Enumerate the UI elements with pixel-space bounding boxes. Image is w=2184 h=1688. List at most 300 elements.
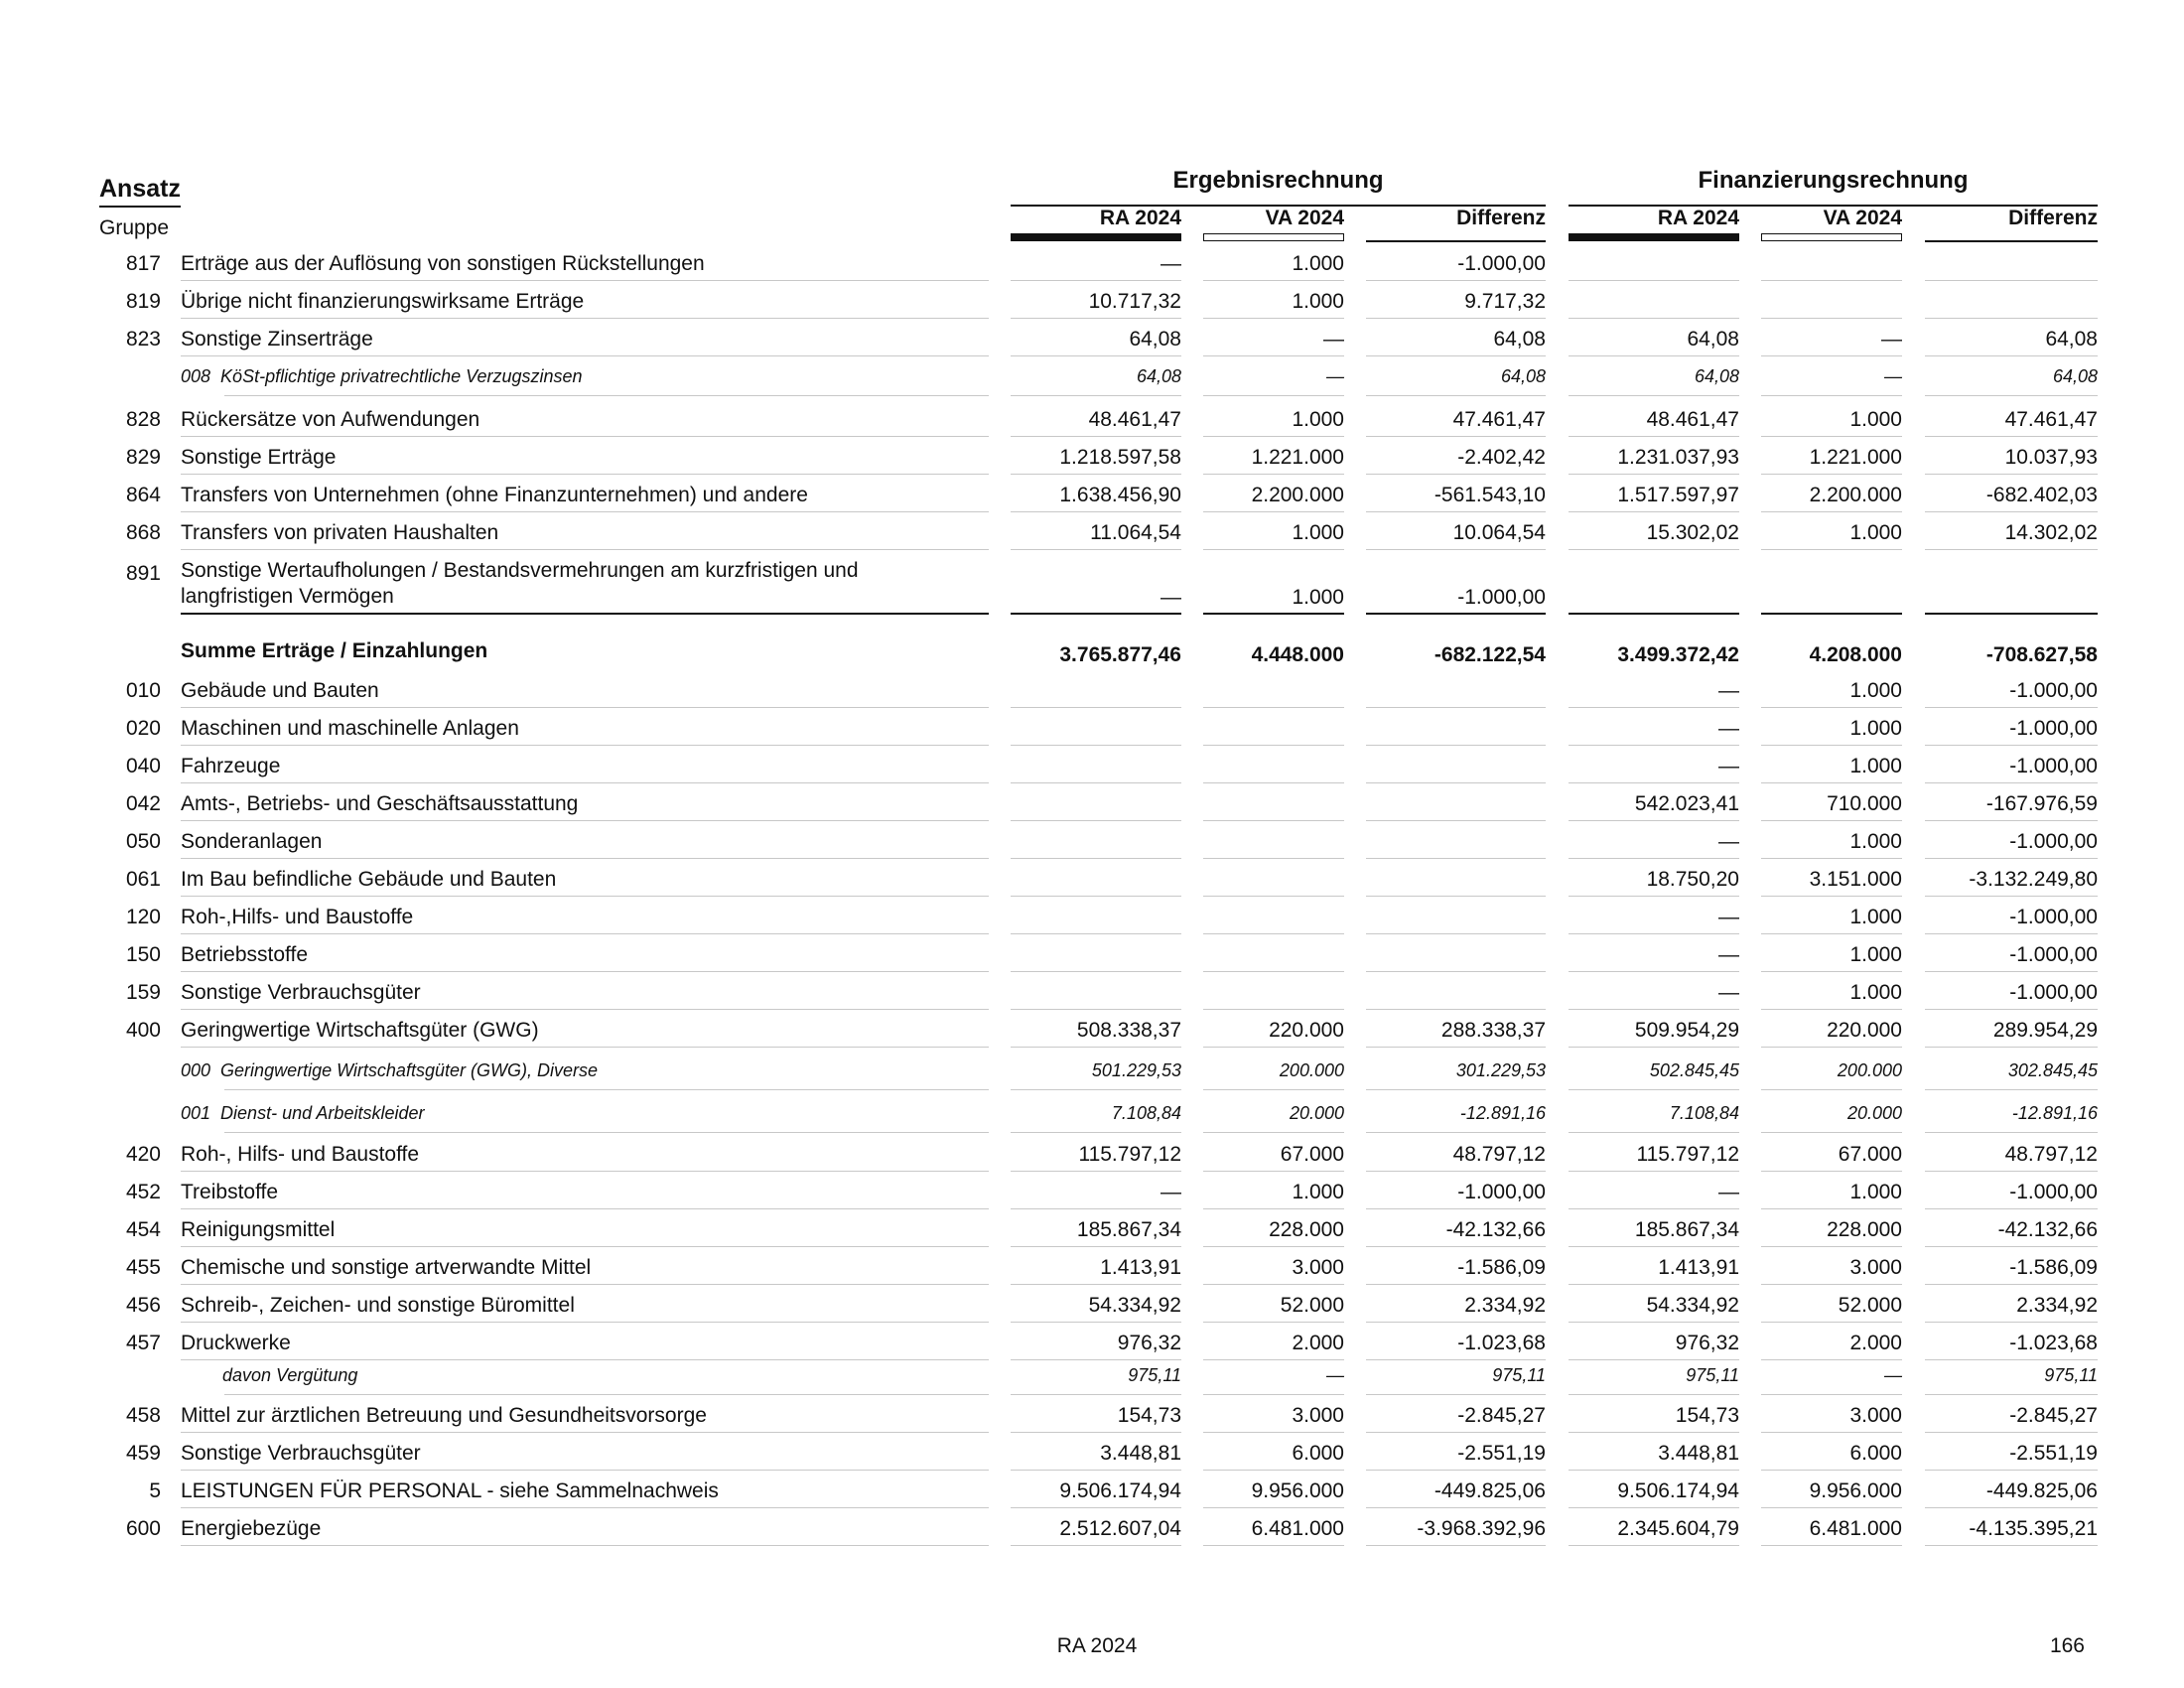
row-divider — [181, 1507, 989, 1508]
cell-divider — [1925, 355, 2098, 356]
cell-diff-finanz: -708.627,58 — [1985, 643, 2098, 666]
row-label: LEISTUNGEN FÜR PERSONAL - siehe Sammelnachweis — [181, 1479, 719, 1502]
cell-ra-finanz: 64,08 — [1694, 366, 1739, 386]
cell-divider — [1925, 280, 2098, 281]
cell-ra-finanz: 15.302,02 — [1646, 521, 1739, 544]
cell-divider — [1569, 280, 1739, 281]
cell-divider — [1011, 1507, 1181, 1508]
cell-ra-finanz: 185.867,34 — [1634, 1218, 1739, 1241]
cell-divider — [1761, 511, 1902, 512]
sub-row — [0, 1365, 2184, 1395]
cell-ra-ergebnis: 7.108,84 — [1111, 1103, 1181, 1123]
row-divider — [181, 1322, 989, 1323]
row-label: Energiebezüge — [181, 1517, 322, 1540]
cell-ra-ergebnis: 10.717,32 — [1088, 290, 1181, 313]
gruppe-code: 457 — [125, 1332, 161, 1354]
cell-divider — [1761, 1545, 1902, 1546]
cell-divider — [1203, 549, 1344, 550]
row-divider — [181, 820, 989, 821]
cell-divider — [1925, 318, 2098, 319]
cell-divider — [1925, 1545, 2098, 1546]
col-diff-finanz: Differenz — [2008, 207, 2098, 229]
row-label: Sonderanlagen — [181, 830, 323, 853]
cell-divider — [1203, 1246, 1344, 1247]
cell-ra-finanz: — — [1718, 1181, 1739, 1203]
row-divider — [181, 745, 989, 746]
cell-divider — [1925, 858, 2098, 859]
cell-diff-finanz: -1.000,00 — [2009, 981, 2098, 1004]
cell-va-finanz: 710.000 — [1827, 792, 1902, 815]
cell-divider — [1203, 1208, 1344, 1209]
cell-divider — [1011, 613, 1181, 615]
cell-diff-finanz: 975,11 — [2044, 1365, 2098, 1385]
cell-divider — [1366, 511, 1546, 512]
cell-diff-finanz: -1.000,00 — [2009, 679, 2098, 702]
gruppe-code: 891 — [125, 562, 161, 585]
table-row — [0, 750, 2184, 783]
cell-divider — [1203, 511, 1344, 512]
cell-divider — [1925, 1359, 2098, 1360]
ra-bar-finanz — [1569, 233, 1739, 241]
cell-divider — [1569, 1009, 1739, 1010]
cell-divider — [1569, 1246, 1739, 1247]
cell-diff-ergebnis: -1.023,68 — [1457, 1332, 1546, 1354]
cell-divider — [1203, 318, 1344, 319]
cell-ra-ergebnis: 1.638.456,90 — [1059, 484, 1181, 506]
cell-ra-ergebnis: 11.064,54 — [1090, 521, 1181, 544]
cell-divider — [1761, 820, 1902, 821]
gruppe-code: 456 — [125, 1294, 161, 1317]
table-row — [0, 674, 2184, 708]
cell-ra-ergebnis: 3.448,81 — [1100, 1442, 1181, 1465]
cell-divider — [1761, 280, 1902, 281]
sub-label: KöSt-pflichtige privatrechtliche Verzugszinsen — [220, 366, 583, 386]
cell-diff-ergebnis: -449.825,06 — [1433, 1479, 1546, 1502]
gruppe-code: 010 — [125, 679, 161, 702]
table-row — [0, 1327, 2184, 1360]
table-row — [0, 825, 2184, 859]
row-divider — [181, 1545, 989, 1546]
cell-divider — [1925, 896, 2098, 897]
table-row — [0, 1475, 2184, 1508]
sub-code: 008 — [181, 366, 211, 386]
va-bar-finanz — [1761, 233, 1902, 241]
cell-diff-ergebnis: -561.543,10 — [1433, 484, 1546, 506]
row-divider — [181, 355, 989, 356]
cell-divider — [1761, 318, 1902, 319]
cell-diff-finanz: 64,08 — [2052, 366, 2098, 386]
table-row — [0, 863, 2184, 897]
cell-divider — [1366, 436, 1546, 437]
cell-divider — [1761, 707, 1902, 708]
cell-divider — [1011, 1470, 1181, 1471]
table-row — [0, 403, 2184, 437]
cell-ra-ergebnis: 64,08 — [1136, 366, 1181, 386]
table-row — [0, 247, 2184, 281]
cell-divider — [1569, 1047, 1739, 1048]
row-divider — [181, 613, 989, 615]
cell-divider — [1203, 1507, 1344, 1508]
cell-diff-finanz: -167.976,59 — [1985, 792, 2098, 815]
row-divider — [181, 474, 989, 475]
cell-divider — [1761, 549, 1902, 550]
cell-divider — [1011, 1047, 1181, 1048]
row-label: Maschinen und maschinelle Anlagen — [181, 717, 519, 740]
cell-diff-ergebnis: -1.000,00 — [1457, 586, 1546, 609]
table-row — [0, 441, 2184, 475]
cell-diff-finanz: -1.023,68 — [2009, 1332, 2098, 1354]
cell-divider — [1761, 1470, 1902, 1471]
sum-row — [0, 635, 2184, 675]
cell-ra-finanz: 54.334,92 — [1646, 1294, 1739, 1317]
gruppe-code: 823 — [125, 328, 161, 351]
cell-diff-finanz: 64,08 — [2045, 328, 2098, 351]
cell-divider — [1925, 971, 2098, 972]
cell-va-ergebnis: 67.000 — [1280, 1143, 1344, 1166]
cell-divider — [1761, 613, 1902, 615]
gruppe-code: 150 — [125, 943, 161, 966]
row-divider — [181, 1246, 989, 1247]
cell-ra-finanz: 976,32 — [1675, 1332, 1739, 1354]
cell-va-ergebnis: 1.000 — [1292, 252, 1344, 275]
row-divider — [181, 436, 989, 437]
cell-va-finanz: 67.000 — [1838, 1143, 1902, 1166]
cell-divider — [1011, 1359, 1181, 1360]
cell-divider — [1011, 971, 1181, 972]
cell-divider — [1925, 1171, 2098, 1172]
ergebnisrechnung-title: Ergebnisrechnung — [1172, 167, 1384, 194]
cell-va-ergebnis: 6.481.000 — [1251, 1517, 1344, 1540]
col-ra-ergebnis: RA 2024 — [1099, 207, 1181, 229]
row-divider — [181, 1432, 989, 1433]
cell-ra-finanz: 509.954,29 — [1634, 1019, 1739, 1042]
cell-divider — [1203, 782, 1344, 783]
sub-code: 000 — [181, 1060, 211, 1080]
gruppe-code: 817 — [125, 252, 161, 275]
cell-divider — [1569, 1394, 1739, 1395]
row-label: Summe Erträge / Einzahlungen — [181, 639, 488, 662]
table-row — [0, 323, 2184, 356]
cell-divider — [1366, 549, 1546, 550]
cell-divider — [1569, 1507, 1739, 1508]
cell-divider — [1366, 820, 1546, 821]
cell-divider — [1569, 1432, 1739, 1433]
cell-divider — [1011, 1394, 1181, 1395]
cell-ra-ergebnis: 975,11 — [1128, 1365, 1181, 1385]
cell-divider — [1203, 613, 1344, 615]
cell-diff-ergebnis: 64,08 — [1493, 328, 1546, 351]
cell-divider — [1761, 1171, 1902, 1172]
cell-ra-finanz: 2.345.604,79 — [1617, 1517, 1739, 1540]
cell-ra-finanz: 18.750,20 — [1646, 868, 1739, 891]
gruppe-code: 458 — [125, 1404, 161, 1427]
cell-diff-finanz: -1.000,00 — [2009, 906, 2098, 928]
cell-ra-finanz: — — [1718, 943, 1739, 966]
row-label: davon Vergütung — [222, 1365, 358, 1385]
cell-divider — [1761, 395, 1902, 396]
table-row — [0, 1399, 2184, 1433]
cell-ra-finanz: 3.448,81 — [1658, 1442, 1739, 1465]
cell-divider — [1569, 1132, 1739, 1133]
cell-va-ergebnis: 6.000 — [1292, 1442, 1344, 1465]
table-row — [0, 1213, 2184, 1247]
cell-divider — [1761, 1322, 1902, 1323]
cell-divider — [1925, 707, 2098, 708]
cell-ra-finanz: 1.231.037,93 — [1617, 446, 1739, 469]
cell-divider — [1569, 436, 1739, 437]
cell-diff-ergebnis: 64,08 — [1500, 366, 1546, 386]
cell-divider — [1011, 280, 1181, 281]
row-label: Betriebsstoffe — [181, 943, 309, 966]
cell-divider — [1203, 1545, 1344, 1546]
table-row — [0, 787, 2184, 821]
cell-ra-ergebnis: 48.461,47 — [1088, 408, 1181, 431]
cell-diff-finanz: -12.891,16 — [2011, 1103, 2098, 1123]
cell-divider — [1761, 1132, 1902, 1133]
cell-va-finanz: 1.000 — [1849, 408, 1902, 431]
row-label: Roh-, Hilfs- und Baustoffe — [181, 1143, 420, 1166]
row-label-line1: Sonstige Wertaufholungen / Bestandsvermehrungen am kurzfristigen und — [181, 559, 859, 582]
row-divider — [181, 318, 989, 319]
cell-diff-ergebnis: -1.000,00 — [1457, 252, 1546, 275]
cell-diff-finanz: -1.586,09 — [2009, 1256, 2098, 1279]
table-row — [0, 516, 2184, 550]
cell-divider — [1366, 1545, 1546, 1546]
cell-divider — [1925, 1507, 2098, 1508]
cell-divider — [1925, 436, 2098, 437]
va-bar-ergebnis — [1203, 233, 1344, 241]
cell-diff-finanz: -3.132.249,80 — [1969, 868, 2098, 891]
cell-diff-finanz: 47.461,47 — [2004, 408, 2098, 431]
gruppe-code: 452 — [125, 1181, 161, 1203]
cell-divider — [1203, 355, 1344, 356]
gruppe-code: 600 — [125, 1517, 161, 1540]
cell-divider — [1366, 318, 1546, 319]
table-row — [0, 559, 2184, 615]
cell-va-finanz: 52.000 — [1838, 1294, 1902, 1317]
cell-divider — [1925, 613, 2098, 615]
cell-divider — [1203, 745, 1344, 746]
cell-va-finanz: 228.000 — [1827, 1218, 1902, 1241]
cell-divider — [1366, 395, 1546, 396]
cell-divider — [1011, 896, 1181, 897]
footer-doc-label: RA 2024 — [1056, 1634, 1138, 1657]
cell-divider — [1925, 820, 2098, 821]
cell-va-ergebnis: 1.000 — [1292, 408, 1344, 431]
cell-divider — [1203, 971, 1344, 972]
gruppe-code: 050 — [125, 830, 161, 853]
cell-diff-finanz: -2.551,19 — [2009, 1442, 2098, 1465]
cell-divider — [1925, 745, 2098, 746]
cell-divider — [1569, 1089, 1739, 1090]
cell-divider — [1203, 933, 1344, 934]
cell-va-finanz: 6.000 — [1849, 1442, 1902, 1465]
cell-ra-ergebnis: 501.229,53 — [1091, 1060, 1181, 1080]
cell-divider — [1011, 745, 1181, 746]
cell-ra-ergebnis: 1.413,91 — [1100, 1256, 1181, 1279]
cell-ra-ergebnis: — — [1160, 586, 1181, 609]
cell-divider — [1569, 896, 1739, 897]
cell-divider — [1366, 1394, 1546, 1395]
cell-divider — [1366, 280, 1546, 281]
cell-ra-finanz: 48.461,47 — [1646, 408, 1739, 431]
row-divider — [181, 1470, 989, 1471]
row-divider — [181, 1208, 989, 1209]
cell-divider — [1925, 1394, 2098, 1395]
cell-divider — [1925, 395, 2098, 396]
cell-diff-ergebnis: 48.797,12 — [1452, 1143, 1546, 1166]
cell-divider — [1366, 355, 1546, 356]
gruppe-code: 454 — [125, 1218, 161, 1241]
cell-diff-ergebnis: 47.461,47 — [1452, 408, 1546, 431]
ansatz-heading: Ansatz — [99, 175, 181, 208]
cell-va-finanz: 1.000 — [1849, 717, 1902, 740]
cell-divider — [1366, 707, 1546, 708]
gruppe-code: 459 — [125, 1442, 161, 1465]
cell-va-ergebnis: — — [1326, 366, 1344, 386]
cell-ra-finanz: — — [1718, 906, 1739, 928]
gruppe-code: 061 — [125, 868, 161, 891]
table-row — [0, 1138, 2184, 1172]
cell-va-ergebnis: 2.000 — [1292, 1332, 1344, 1354]
cell-diff-finanz: -1.000,00 — [2009, 717, 2098, 740]
cell-divider — [1366, 613, 1546, 615]
cell-divider — [1761, 1507, 1902, 1508]
row-label: Sonstige Verbrauchsgüter — [181, 981, 421, 1004]
cell-diff-ergebnis: -1.000,00 — [1457, 1181, 1546, 1203]
row-label: Druckwerke — [181, 1332, 291, 1354]
cell-va-ergebnis: 228.000 — [1269, 1218, 1344, 1241]
cell-divider — [1203, 395, 1344, 396]
cell-diff-finanz: -4.135.395,21 — [1969, 1517, 2098, 1540]
row-divider — [181, 280, 989, 281]
cell-va-finanz: 1.000 — [1849, 906, 1902, 928]
cell-divider — [1366, 1009, 1546, 1010]
cell-ra-finanz: 64,08 — [1687, 328, 1739, 351]
cell-divider — [1925, 1432, 2098, 1433]
row-label: Im Bau befindliche Gebäude und Bauten — [181, 868, 557, 891]
cell-va-ergebnis: 1.000 — [1292, 586, 1344, 609]
cell-divider — [1366, 971, 1546, 972]
cell-divider — [1011, 1208, 1181, 1209]
col-ra-finanz: RA 2024 — [1657, 207, 1739, 229]
cell-divider — [1011, 1246, 1181, 1247]
cell-divider — [1761, 1047, 1902, 1048]
gruppe-code: 819 — [125, 290, 161, 313]
cell-va-ergebnis: 1.000 — [1292, 290, 1344, 313]
cell-divider — [1366, 1322, 1546, 1323]
cell-va-finanz: 220.000 — [1827, 1019, 1902, 1042]
cell-va-finanz: 6.481.000 — [1809, 1517, 1902, 1540]
cell-divider — [1203, 820, 1344, 821]
cell-divider — [1011, 395, 1181, 396]
cell-divider — [1569, 1470, 1739, 1471]
row-label: Schreib-, Zeichen- und sonstige Büromittel — [181, 1294, 575, 1317]
cell-va-finanz: 3.151.000 — [1809, 868, 1902, 891]
cell-divider — [1925, 474, 2098, 475]
cell-divider — [1761, 355, 1902, 356]
table-row — [0, 285, 2184, 319]
cell-ra-finanz: 9.506.174,94 — [1617, 1479, 1739, 1502]
row-divider — [224, 1394, 989, 1395]
table-row — [0, 976, 2184, 1010]
gruppe-code: 864 — [125, 484, 161, 506]
cell-divider — [1569, 858, 1739, 859]
gruppe-code: 400 — [125, 1019, 161, 1042]
col-diff-ergebnis: Differenz — [1456, 207, 1546, 229]
cell-ra-ergebnis: 9.506.174,94 — [1059, 1479, 1181, 1502]
cell-divider — [1569, 1171, 1739, 1172]
cell-divider — [1925, 1047, 2098, 1048]
cell-divider — [1203, 436, 1344, 437]
cell-divider — [1011, 933, 1181, 934]
cell-divider — [1761, 1432, 1902, 1433]
cell-divider — [1569, 1208, 1739, 1209]
cell-divider — [1761, 474, 1902, 475]
row-label: Chemische und sonstige artverwandte Mittel — [181, 1256, 592, 1279]
cell-divider — [1011, 436, 1181, 437]
cell-divider — [1569, 355, 1739, 356]
row-divider — [181, 1047, 989, 1048]
cell-divider — [1761, 896, 1902, 897]
row-divider — [181, 1171, 989, 1172]
ra-bar-ergebnis — [1011, 233, 1181, 241]
cell-divider — [1569, 933, 1739, 934]
table-row — [0, 1176, 2184, 1209]
cell-diff-ergebnis: 9.717,32 — [1464, 290, 1546, 313]
cell-ra-ergebnis: 154,73 — [1117, 1404, 1181, 1427]
cell-va-finanz: — — [1884, 366, 1902, 386]
cell-divider — [1203, 1009, 1344, 1010]
cell-divider — [1203, 858, 1344, 859]
cell-divider — [1761, 1284, 1902, 1285]
cell-va-ergebnis: — — [1326, 1365, 1344, 1385]
row-label: Roh-,Hilfs- und Baustoffe — [181, 906, 414, 928]
cell-diff-finanz: 10.037,93 — [2004, 446, 2098, 469]
cell-diff-ergebnis: -2.845,27 — [1457, 1404, 1546, 1427]
gruppe-code: 042 — [125, 792, 161, 815]
cell-ra-finanz: — — [1718, 755, 1739, 777]
diff-bar-ergebnis — [1366, 240, 1546, 242]
cell-va-finanz: 200.000 — [1837, 1060, 1902, 1080]
cell-divider — [1366, 1470, 1546, 1471]
row-divider — [181, 1009, 989, 1010]
row-label — [181, 1101, 995, 1125]
cell-divider — [1366, 933, 1546, 934]
cell-divider — [1366, 745, 1546, 746]
cell-divider — [1569, 395, 1739, 396]
cell-divider — [1761, 1394, 1902, 1395]
table-row — [0, 1251, 2184, 1285]
cell-va-finanz: 2.000 — [1849, 1332, 1902, 1354]
cell-ra-finanz: 975,11 — [1686, 1365, 1739, 1385]
row-divider — [181, 971, 989, 972]
cell-va-finanz: — — [1884, 1365, 1902, 1385]
cell-divider — [1925, 1470, 2098, 1471]
cell-ra-finanz: 502.845,45 — [1649, 1060, 1739, 1080]
cell-diff-ergebnis: -682.122,54 — [1433, 643, 1546, 666]
cell-va-finanz: 4.208.000 — [1809, 643, 1902, 666]
row-label: Gebäude und Bauten — [181, 679, 379, 702]
cell-diff-ergebnis: -3.968.392,96 — [1417, 1517, 1546, 1540]
cell-ra-finanz: 7.108,84 — [1669, 1103, 1739, 1123]
row-label: Übrige nicht finanzierungswirksame Erträge — [181, 290, 585, 313]
cell-divider — [1203, 1132, 1344, 1133]
cell-ra-finanz: — — [1718, 717, 1739, 740]
cell-ra-ergebnis: 64,08 — [1129, 328, 1181, 351]
row-label — [181, 364, 995, 388]
cell-divider — [1203, 1432, 1344, 1433]
